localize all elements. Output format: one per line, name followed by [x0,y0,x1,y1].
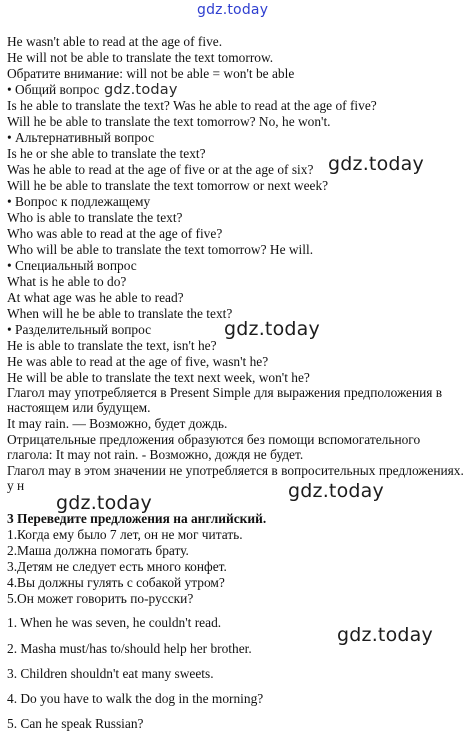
task-item: 5.Он может говорить по-русски? [7,591,194,606]
watermark: gdz.today [224,318,320,340]
text-line: When will he be able to translate the text? [7,306,233,321]
text-line: Who was able to read at the age of five? [7,226,223,241]
section-heading: • Общий вопрос [7,82,100,97]
text-line: Обратите внимание: will not be able = won't be able [7,66,295,81]
text-paragraph: Глагол may в этом значении не употребляется в вопросительных предложениях. у н [7,463,464,493]
watermark: gdz.today [337,624,433,646]
answer-line: 4. Do you have to walk the dog in the morning? [7,691,264,706]
answer-line: 2. Masha must/has to/should help her brother. [7,641,252,656]
text-line: He was able to read at the age of five, wasn't he? [7,354,269,369]
section-heading: • Специальный вопрос [7,258,137,273]
watermark: gdz.today [197,2,269,18]
text-line: He wasn't able to read at the age of five. [7,34,223,49]
text-line: Who is able to translate the text? [7,210,183,225]
task-heading: 3 Переведите предложения на английский. [7,511,267,526]
section-heading: • Альтернативный вопрос [7,130,155,145]
text-line: He is able to translate the text, isn't he? [7,338,217,353]
section-heading: • Вопрос к подлежащему [7,194,151,209]
text-line: Will he be able to translate the text tomorrow? No, he won't. [7,114,331,129]
text-paragraph: Отрицательные предложения образуются без помощи вспомогательного глагола: It may not rain. - Возможно, дождя не будет. [7,432,421,462]
answer-line: 1. When he was seven, he couldn't read. [7,615,222,630]
task-item: 4.Вы должны гулять с собакой утром? [7,575,225,590]
text-line: Will he be able to translate the text tomorrow or next week? [7,178,329,193]
text-line: Is he or she able to translate the text? [7,146,206,161]
answer-line: 5. Can he speak Russian? [7,716,144,731]
watermark: gdz.today [288,480,384,502]
watermark: gdz.today [104,82,178,98]
text-line: At what age was he able to read? [7,290,184,305]
answer-line: 3. Children shouldn't eat many sweets. [7,666,214,681]
task-item: 3.Детям не следует есть много конфет. [7,559,227,574]
watermark: gdz.today [56,492,152,514]
watermark: gdz.today [328,153,424,175]
text-paragraph: Глагол may употребляется в Present Simple для выражения предположения в настоящем или будущем. [7,385,443,415]
text-line: Is he able to translate the text? Was he able to read at the age of five? [7,98,377,113]
text-line: Who will be able to translate the text tomorrow? He will. [7,242,314,257]
text-line: He will be able to translate the text next week, won't he? [7,370,310,385]
text-line: It may rain. — Возможно, будет дождь. [7,416,228,431]
text-line: What is he able to do? [7,274,127,289]
section-heading: • Разделительный вопрос [7,322,152,337]
task-item: 2.Маша должна помогать брату. [7,543,189,558]
task-item: 1.Когда ему было 7 лет, он не мог читать. [7,527,243,542]
text-line: Was he able to read at the age of five or at the age of six? [7,162,314,177]
text-line: He will not be able to translate the text tomorrow. [7,50,274,65]
